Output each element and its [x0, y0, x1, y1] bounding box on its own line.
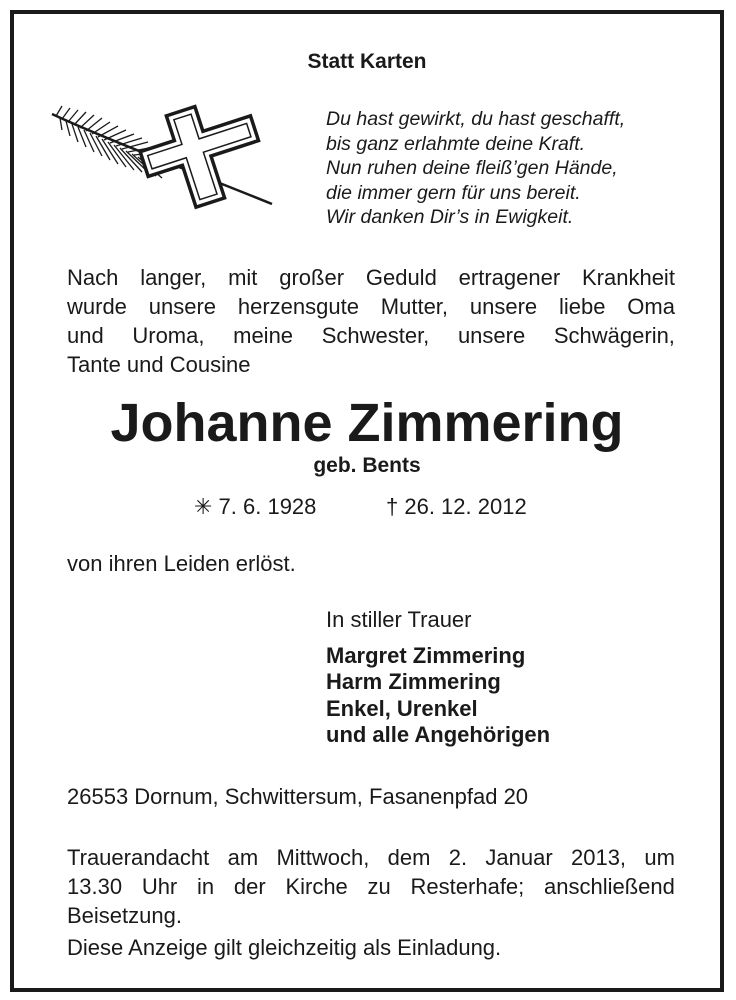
- word: 2.: [448, 845, 468, 870]
- word: Uroma,: [132, 323, 205, 348]
- word: Oma: [627, 294, 675, 319]
- word: liebe: [558, 294, 606, 319]
- word: 13.30: [67, 874, 123, 899]
- poem-line: die immer gern für uns bereit.: [326, 181, 581, 204]
- poem-line: Du hast gewirkt, du hast geschafft,: [326, 108, 626, 130]
- word: anschließend: [544, 874, 675, 899]
- mourners-block: [326, 607, 550, 749]
- word: unsere: [469, 294, 538, 319]
- word: Trauerandacht: [67, 845, 210, 870]
- word: Schwägerin,: [553, 323, 675, 348]
- intro-line: [67, 321, 675, 350]
- word: ertragener: [458, 265, 561, 290]
- invitation-text: Diese Anzeige gilt gleichzeitig als Einladung.: [67, 935, 502, 960]
- word: Tante und Cousine: [67, 352, 251, 377]
- word: Krankheit: [581, 265, 675, 290]
- obituary-notice: [10, 10, 724, 992]
- poem-line: Wir danken Dir’s in Ewigkeit.: [326, 206, 574, 228]
- word: unsere: [457, 323, 526, 348]
- word: Januar: [485, 845, 553, 870]
- word: zu: [367, 874, 391, 899]
- memorial-poem: [326, 107, 625, 230]
- word: 2013,: [570, 845, 627, 870]
- word: Resterhafe;: [410, 874, 525, 899]
- word: wurde: [67, 294, 127, 319]
- service-line: [67, 901, 675, 930]
- family-address: 26553 Dornum, Schwittersum, Fasanenpfad 20: [67, 784, 529, 809]
- poem-line: bis ganz erlahmte deine Kraft.: [326, 132, 586, 155]
- word: unsere: [148, 294, 217, 319]
- word: Beisetzung.: [67, 903, 182, 928]
- birth-date: ✳ 7. 6. 1928: [194, 494, 317, 519]
- mourning-intro: In stiller Trauer: [326, 607, 472, 632]
- word: meine: [233, 323, 294, 348]
- cross-with-palm-frond-icon: [48, 100, 280, 210]
- word: der: [233, 874, 266, 899]
- word: dem: [387, 845, 431, 870]
- intro-line: [67, 263, 675, 292]
- word: langer,: [140, 265, 207, 290]
- service-line: [67, 872, 675, 901]
- notice-header: Statt Karten: [307, 50, 427, 73]
- word: Kirche: [285, 874, 348, 899]
- mourner-name: Enkel, Urenkel: [326, 695, 478, 721]
- service-line: [67, 843, 675, 872]
- poem-line: Nun ruhen deine fleiß’gen Hände,: [326, 157, 618, 179]
- intro-line: [67, 350, 675, 379]
- death-date: † 26. 12. 2012: [386, 494, 527, 519]
- mourner-name: Harm Zimmering: [326, 669, 501, 694]
- word: Nach: [67, 265, 119, 290]
- word: und: [67, 323, 104, 348]
- mourner-name: Margret Zimmering: [326, 642, 526, 668]
- word: Schwester,: [321, 323, 430, 348]
- word: Geduld: [365, 265, 437, 290]
- intro-paragraph: [67, 263, 675, 379]
- word: mit: [228, 265, 258, 290]
- word: in: [197, 874, 215, 899]
- word: Uhr: [141, 874, 178, 899]
- word: herzensgute: [237, 294, 359, 319]
- intro-line: [67, 292, 675, 321]
- word: am: [227, 845, 259, 870]
- word: Mittwoch,: [276, 845, 370, 870]
- mourner-name: und alle Angehörigen: [326, 722, 551, 747]
- word: Mutter,: [380, 294, 449, 319]
- word: um: [644, 845, 675, 870]
- service-paragraph: [67, 843, 675, 930]
- maiden-name: geb. Bents: [313, 454, 421, 477]
- deceased-name: Johanne Zimmering: [110, 393, 624, 453]
- released-text: von ihren Leiden erlöst.: [67, 551, 296, 576]
- word: großer: [279, 265, 345, 290]
